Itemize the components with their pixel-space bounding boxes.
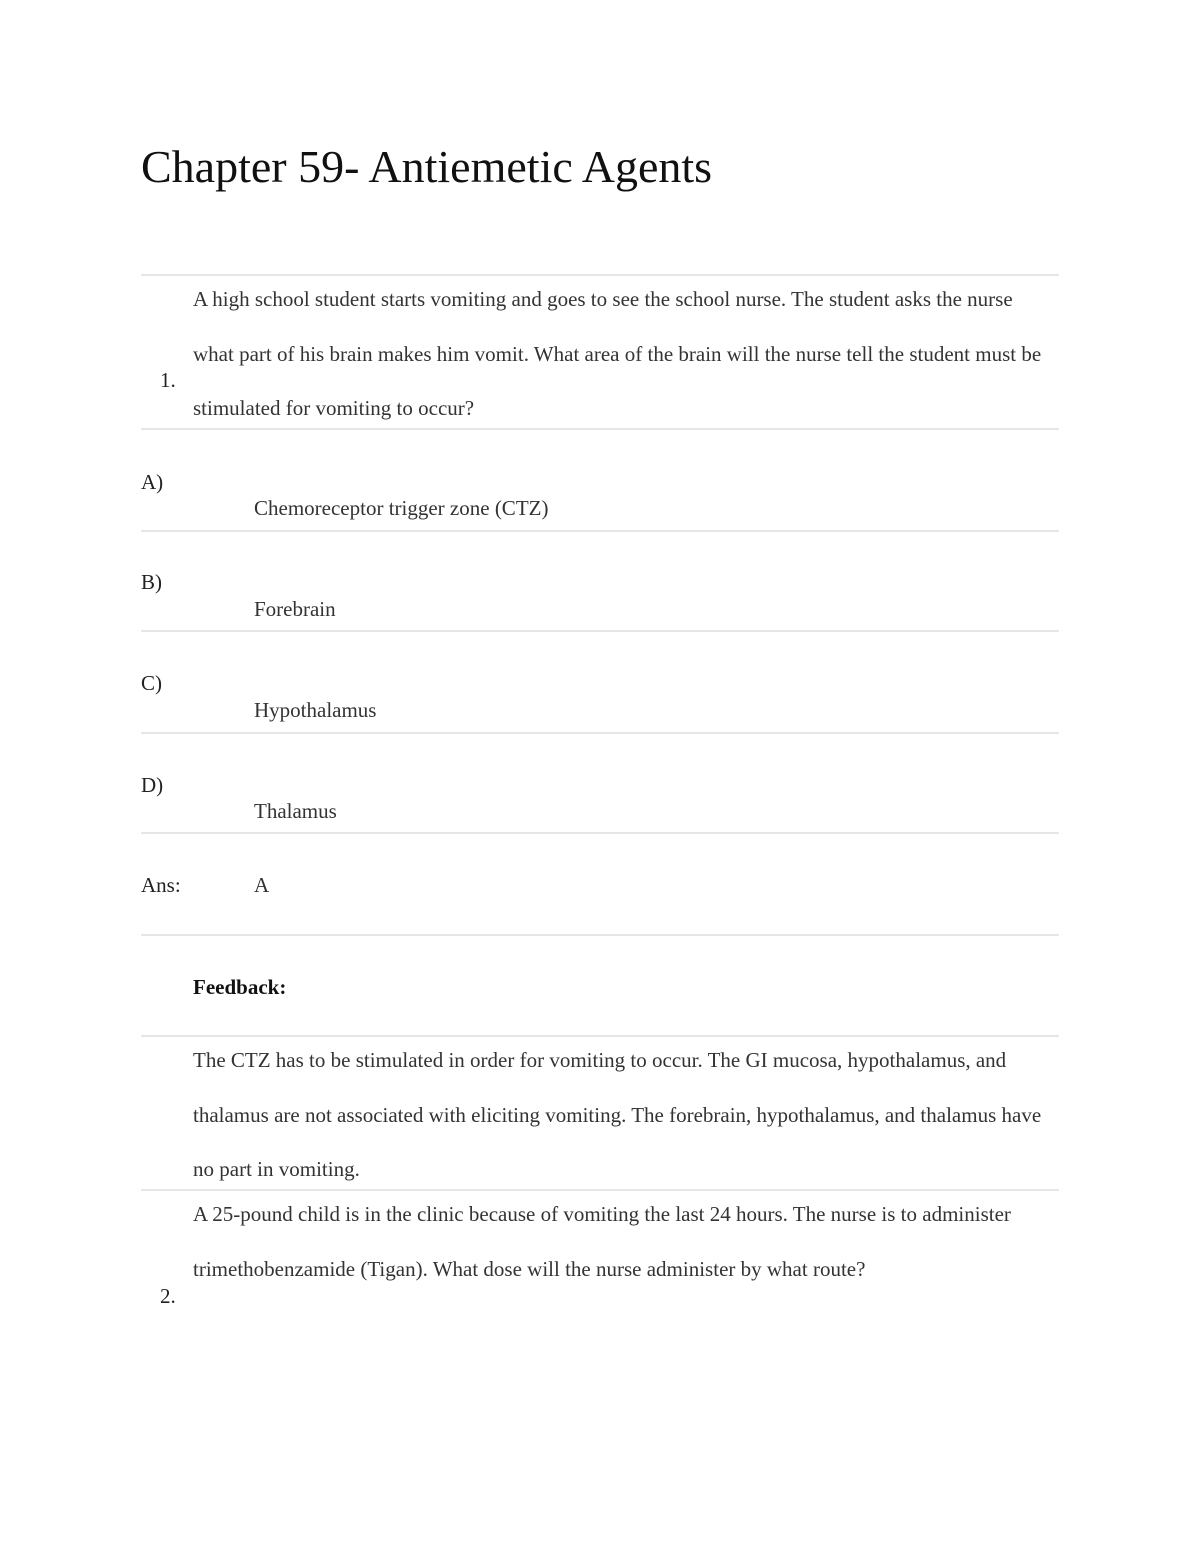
divider [141,832,1059,834]
question-text: A 25-pound child is in the clinic because of vomiting the last 24 hours. The nurse is to administer trimethobenzamide (Tigan). What dose will the nurse administer by what route? [193,1202,1011,1281]
option-text-d: Thalamus [254,799,337,823]
divider [141,428,1059,430]
option-text-c: Hypothalamus [254,698,377,722]
answer-label: Ans: [141,873,181,897]
page-title: Chapter 59- Antiemetic Agents [141,141,713,192]
divider [141,530,1059,532]
option-letter-c: C) [141,671,162,695]
option-letter-a: A) [141,470,164,494]
divider [141,732,1059,734]
question-number: 2. [160,1284,176,1308]
divider [141,630,1059,632]
option-letter-d: D) [141,773,164,797]
question-text: A high school student starts vomiting and goes to see the school nurse. The student asks the nurse what part of his brain makes him vomit. What area of the brain will the nurse tell the student must be stimulated for vomiting to occur? [193,287,1042,420]
option-text-a: Chemoreceptor trigger zone (CTZ) [254,496,549,520]
feedback-text: The CTZ has to be stimulated in order for vomiting to occur. The GI mucosa, hypothalamus, and thalamus are not associated with eliciting vomiting. The forebrain, hypothalamus, and thalamus have no part in vomiting. [193,1048,1042,1181]
option-letter-b: B) [141,570,162,594]
question-number: 1. [160,368,176,392]
feedback-label: Feedback: [193,975,287,999]
option-text-b: Forebrain [254,597,336,621]
divider [141,934,1059,936]
answer-value: A [254,873,270,897]
